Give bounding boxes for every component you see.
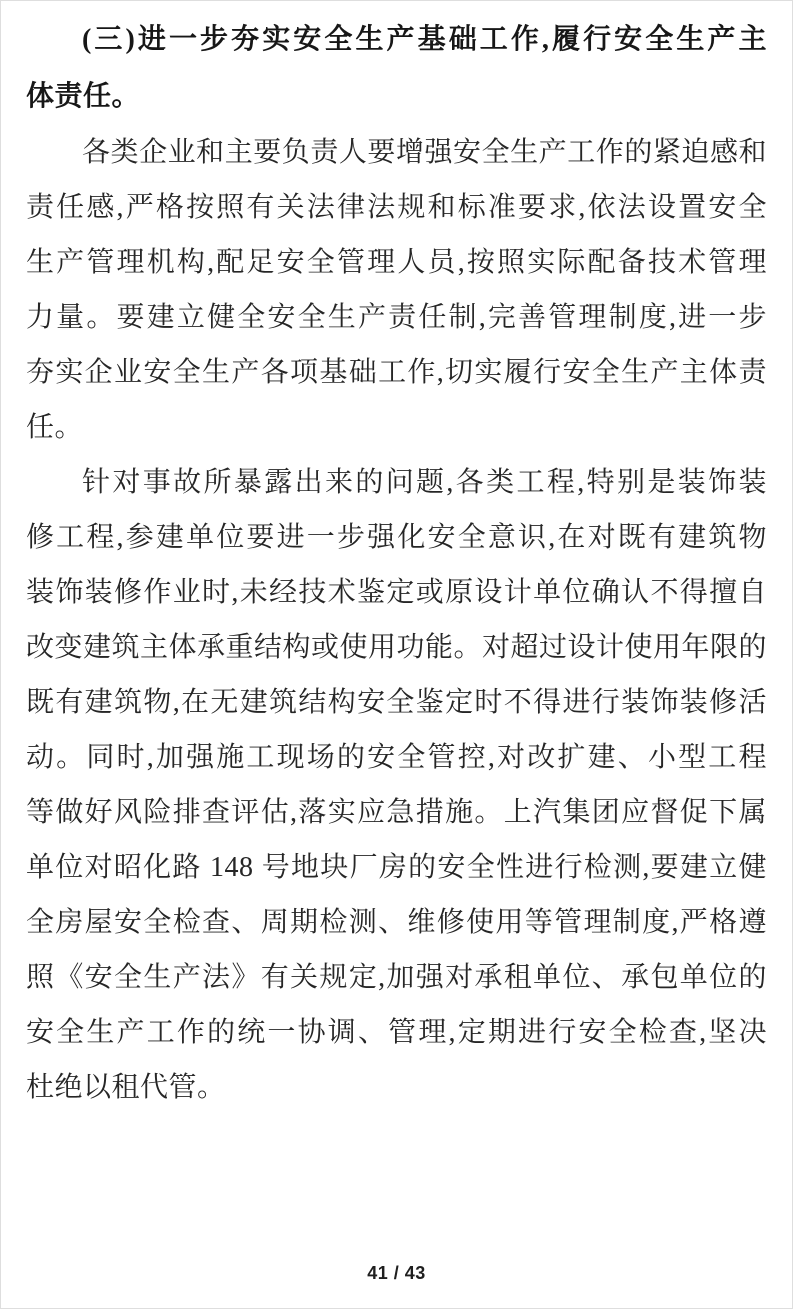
text-line: 照《安全生产法》有关规定,加强对承租单位、承包单位的 bbox=[26, 962, 767, 993]
text-line: 既有建筑物,在无建筑结构安全鉴定时不得进行装饰装修活 bbox=[26, 687, 767, 718]
heading-line: (三)进一步夯实安全生产基础工作,履行安全生产主 bbox=[82, 24, 767, 55]
text-line: 装饰装修作业时,未经技术鉴定或原设计单位确认不得擅自 bbox=[26, 577, 767, 608]
heading-line: 体责任。 bbox=[26, 81, 141, 112]
document-body bbox=[26, 125, 767, 1115]
text-line: 任。 bbox=[26, 412, 84, 443]
text-line: 各类企业和主要负责人要增强安全生产工作的紧迫感和 bbox=[82, 137, 767, 168]
paragraph bbox=[26, 125, 767, 455]
text-line: 安全生产工作的统一协调、管理,定期进行安全检查,坚决 bbox=[26, 1017, 767, 1048]
page-number: 41 / 43 bbox=[367, 1263, 426, 1283]
text-line: 生产管理机构,配足安全管理人员,按照实际配备技术管理 bbox=[26, 247, 767, 278]
text-line: 全房屋安全检查、周期检测、维修使用等管理制度,严格遵 bbox=[26, 907, 767, 938]
text-line: 责任感,严格按照有关法律法规和标准要求,依法设置安全 bbox=[26, 192, 767, 223]
text-line: 动。同时,加强施工现场的安全管控,对改扩建、小型工程 bbox=[26, 742, 767, 773]
text-line: 修工程,参建单位要进一步强化安全意识,在对既有建筑物 bbox=[26, 522, 767, 553]
section-heading bbox=[26, 11, 767, 125]
text-line: 针对事故所暴露出来的问题,各类工程,特别是装饰装 bbox=[82, 467, 767, 498]
text-line: 夯实企业安全生产各项基础工作,切实履行安全生产主体责 bbox=[26, 357, 767, 388]
text-line: 杜绝以租代管。 bbox=[26, 1072, 226, 1103]
text-line: 力量。要建立健全安全生产责任制,完善管理制度,进一步 bbox=[26, 302, 767, 333]
text-line: 单位对昭化路 148 号地块厂房的安全性进行检测,要建立健 bbox=[26, 852, 767, 883]
text-line: 等做好风险排查评估,落实应急措施。上汽集团应督促下属 bbox=[26, 797, 767, 828]
text-line: 改变建筑主体承重结构或使用功能。对超过设计使用年限的 bbox=[26, 632, 768, 663]
paragraph bbox=[26, 455, 767, 1115]
